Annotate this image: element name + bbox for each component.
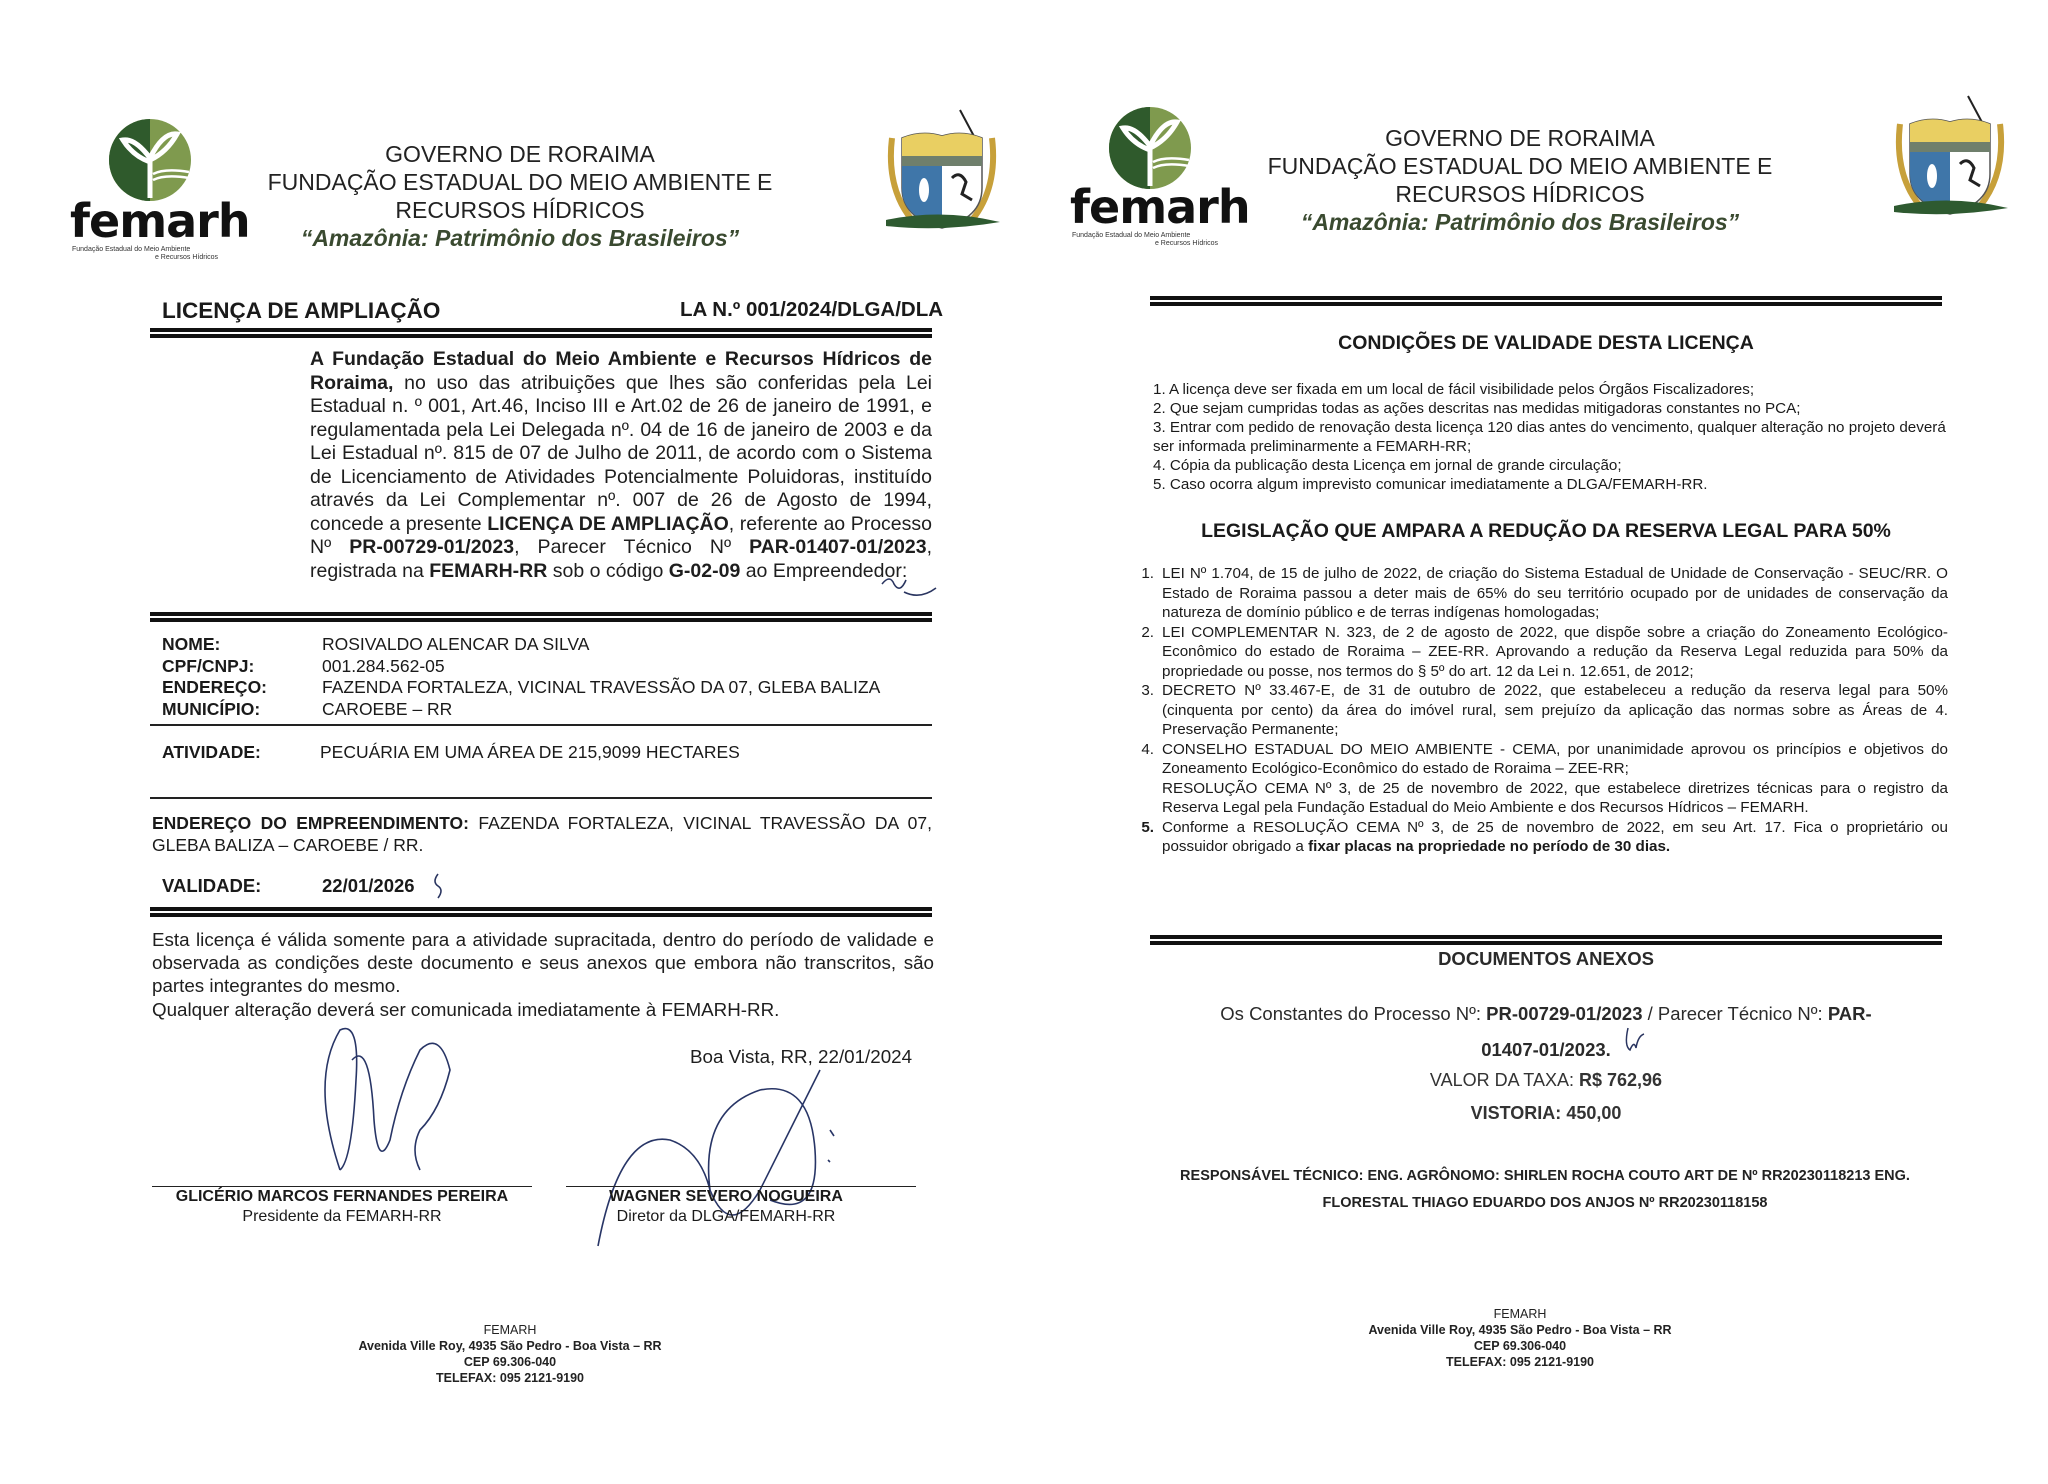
header-motto: “Amazônia: Patrimônio dos Brasileiros”: [300, 225, 740, 251]
page-footer-left: [300, 1322, 720, 1386]
condition-item: 5. Caso ocorra algum imprevisto comunicar imediatamente a DLGA/FEMARH-RR.: [1153, 476, 1708, 493]
footer-cep: CEP 69.306-040: [1473, 1339, 1567, 1353]
field-municipality: MUNICÍPIO: CAROEBE – RR: [162, 698, 453, 719]
header-divider: [1150, 296, 1942, 306]
document-header: [1240, 124, 1800, 236]
condition-item: 1. A licença deve ser fixada em um local de fácil visibilidade pelos Órgãos Fiscalizadores;: [1153, 381, 1755, 398]
footer-phone: TELEFAX: 095 2121-9190: [436, 1371, 584, 1385]
logo-subtitle-1: Fundação Estadual do Meio Ambiente: [72, 246, 191, 253]
preamble-divider: [150, 612, 932, 622]
validity-divider: [150, 907, 932, 917]
place-and-date: Boa Vista, RR, 22/01/2024: [690, 1046, 913, 1067]
technical-responsible: RESPONSÁVEL TÉCNICO: ENG. AGRÔNOMO: SHIRLEN ROCHA COUTO ART DE Nº RR20230118213 ENG. FLORESTAL THIAGO EDUARDO DOS ANJOS Nº RR20230118158: [1180, 1168, 1910, 1211]
license-preamble: A Fundação Estadual do Meio Ambiente e Recursos Hídricos de Roraima, no uso das atribuições que lhes são conferidas pela Lei Estadual n. º 001, Art.46, Inciso III e Art.02 de 26 de janeiro de 1991, e regulamentada pela Lei Delegada nº. 04 de 16 de janeiro de 2003 e da Lei Estadual nº. 815 de 07 de Julho de 2011, de acordo com o Sistema de Licenciamento de Atividades Potencialmente Poluidoras, instituído através da Lei Complementar nº. 007 de 26 de Agosto de 1994, concede a presente LICENÇA DE AMPLIAÇÃO, referente ao Processo Nº PR-00729-01/2023, Parecer Técnico Nº PAR-01407-01/2023, registrada na FEMARH-RR sob o código G-02-09 ao Empreendedor:: [310, 348, 933, 582]
inspection-value: VISTORIA: 450,00: [1470, 1103, 1622, 1123]
footer-cep: CEP 69.306-040: [463, 1355, 557, 1369]
license-number: LA N.º 001/2024/DLGA/DLA: [680, 298, 944, 321]
femarh-wordmark: femarh: [1070, 180, 1250, 234]
fee-value: VALOR DA TAXA: R$ 762,96: [1429, 1070, 1663, 1090]
field-validity: VALIDADE: 22/01/2026: [162, 875, 415, 896]
handwritten-initial-mark-icon: [430, 872, 450, 900]
conditions-list: [1153, 380, 1953, 494]
logo-subtitle-2: e Recursos Hídricos: [1154, 240, 1218, 247]
field-address: ENDEREÇO: FAZENDA FORTALEZA, VICINAL TRAVESSÃO DA 07, GLEBA BALIZA: [162, 677, 881, 697]
femarh-logo: [70, 118, 250, 261]
condition-item: 2. Que sejam cumpridas todas as ações descritas nas medidas mitigadoras constantes no PCA;: [1153, 400, 1801, 417]
field-activity: ATIVIDADE: PECUÁRIA EM UMA ÁREA DE 215,9099 HECTARES: [162, 742, 740, 762]
legislation-item: 4. CONSELHO ESTADUAL DO MEIO AMBIENTE - CEMA, por unanimidade aprovou os princípios e objetivos do Zoneamento Ecológico-Econômico do estado de Roraima – ZEE-RR; RESOLUÇÃO CEMA Nº 3, de 25 de novembro de 2022, que estabelece diretrizes técnicas para o registro da Reserva Legal pela Fundação Estadual do Meio Ambiente e dos Recursos Hídricos – FEMARH.: [1141, 740, 1948, 816]
legislation-list: [1130, 564, 1948, 857]
footer-phone: TELEFAX: 095 2121-9190: [1446, 1355, 1594, 1369]
femarh-logo: [1070, 106, 1250, 247]
header-motto: “Amazônia: Patrimônio dos Brasileiros”: [1300, 209, 1740, 235]
femarh-wordmark: femarh: [70, 194, 250, 248]
page-footer-right: [1310, 1306, 1730, 1370]
header-foundation-cont: RECURSOS HÍDRICOS: [395, 197, 645, 223]
header-government: GOVERNO DE RORAIMA: [385, 141, 655, 167]
field-cpf: CPF/CNPJ: 001.284.562-05: [162, 655, 445, 676]
signatory-role-director: Diretor da DLGA/FEMARH-RR: [616, 1208, 836, 1225]
license-title: LICENÇA DE AMPLIAÇÃO: [162, 298, 441, 323]
conditions-title: CONDIÇÕES DE VALIDADE DESTA LICENÇA: [1338, 332, 1754, 354]
header-foundation: FUNDAÇÃO ESTADUAL DO MEIO AMBIENTE E: [267, 169, 773, 195]
footer-org: FEMARH: [1493, 1307, 1547, 1321]
fields-divider: [150, 724, 932, 726]
footer-address: Avenida Ville Roy, 4935 São Pedro - Boa Vista – RR: [358, 1339, 662, 1353]
legislation-item: 1. LEI Nº 1.704, de 15 de julho de 2022, de criação do Sistema Estadual de Unidade de Conservação - SEUC/RR. O Estado de Roraima passou a deter mais de 65% do seu território ocupado por de unidades de conservação da natureza de domínio público e de terras indígenas homologadas;: [1141, 565, 1948, 621]
annexes-divider: [1150, 935, 1942, 945]
annexes-title: DOCUMENTOS ANEXOS: [1438, 948, 1654, 969]
field-name: NOME: ROSIVALDO ALENCAR DA SILVA: [162, 634, 590, 654]
header-government: GOVERNO DE RORAIMA: [1385, 125, 1655, 151]
signature-line-director: [566, 1186, 916, 1187]
license-page-right: [1010, 0, 2048, 1484]
handwritten-initial-mark-icon: [1622, 1026, 1646, 1054]
activity-divider: [150, 797, 932, 799]
signatory-name-president: GLICÉRIO MARCOS FERNANDES PEREIRA: [175, 1188, 509, 1205]
header-foundation-cont: RECURSOS HÍDRICOS: [1395, 181, 1645, 207]
footer-address: Avenida Ville Roy, 4935 São Pedro - Boa Vista – RR: [1368, 1323, 1672, 1337]
entrepreneur-fields: [162, 634, 942, 720]
signature-line-president: [152, 1186, 532, 1187]
change-notice: Qualquer alteração deverá ser comunicada imediatamente à FEMARH-RR.: [152, 999, 780, 1020]
footer-org: FEMARH: [483, 1323, 537, 1337]
header-foundation: FUNDAÇÃO ESTADUAL DO MEIO AMBIENTE E: [1267, 153, 1773, 179]
handwritten-initial-mark-icon: [880, 570, 940, 600]
signatory-name-director: WAGNER SEVERO NOGUEIRA: [609, 1188, 843, 1205]
femarh-leaf-emblem-icon: [1105, 106, 1195, 190]
logo-subtitle-1: Fundação Estadual do Meio Ambiente: [1072, 232, 1191, 239]
enterprise-address: ENDEREÇO DO EMPREENDIMENTO: FAZENDA FORTALEZA, VICINAL TRAVESSÃO DA 07, GLEBA BALIZA – CAROEBE / RR.: [152, 813, 932, 855]
signatory-role-president: Presidente da FEMARH-RR: [242, 1208, 442, 1225]
roraima-coat-of-arms-icon: [1880, 94, 2020, 234]
logo-subtitle-2: e Recursos Hídricos: [154, 254, 218, 261]
validity-notice: Esta licença é válida somente para a atividade supracitada, dentro do período de validade e observada as condições deste documento e seus anexos que embora não transcritos, são partes integrantes do mesmo.: [152, 929, 934, 996]
condition-item: 3. Entrar com pedido de renovação desta licença 120 dias antes do vencimento, qualquer alteração no projeto deverá ser informada preliminarmente a FEMARH-RR;: [1153, 419, 1946, 455]
annexes-text: Os Constantes do Processo Nº: PR-00729-01/2023 / Parecer Técnico Nº: PAR- 01407-01/2023.: [1220, 1003, 1872, 1060]
legislation-item: 3. DECRETO Nº 33.467-E, de 31 de outubro de 2022, que estabeleceu a redução da reserva legal para 50% (cinquenta por cento) da área do imóvel rural, sem prejuízo da aplicação das normas sobre as Áreas de 4. Preservação Permanente;: [1141, 682, 1948, 738]
femarh-leaf-emblem-icon: [105, 118, 195, 202]
condition-item: 4. Cópia da publicação desta Licença em jornal de grande circulação;: [1153, 457, 1622, 474]
title-divider: [150, 328, 932, 338]
license-page-left: [0, 0, 1010, 1484]
roraima-coat-of-arms-icon: [872, 108, 1012, 248]
legislation-title: LEGISLAÇÃO QUE AMPARA A REDUÇÃO DA RESERVA LEGAL PARA 50%: [1201, 520, 1891, 542]
legislation-item: 5. Conforme a RESOLUÇÃO CEMA Nº 3, de 25 de novembro de 2022, em seu Art. 17. Fica o proprietário ou possuidor obrigado a fixar placas na propriedade no período de 30 dias.: [1141, 818, 1948, 855]
signature-president-icon: [300, 1020, 470, 1180]
document-header: [240, 140, 800, 252]
legislation-item: 2. LEI COMPLEMENTAR N. 323, de 2 de agosto de 2022, que dispõe sobre a criação do Zoneamento Ecológico-Econômico do estado de Roraima – ZEE-RR. Aprovando a redução da Reserva Legal reduzida para 50% da propriedade ou posse, nos termos do § 5º do art. 12 da Lei n. 12.651, de 2012;: [1141, 623, 1948, 680]
